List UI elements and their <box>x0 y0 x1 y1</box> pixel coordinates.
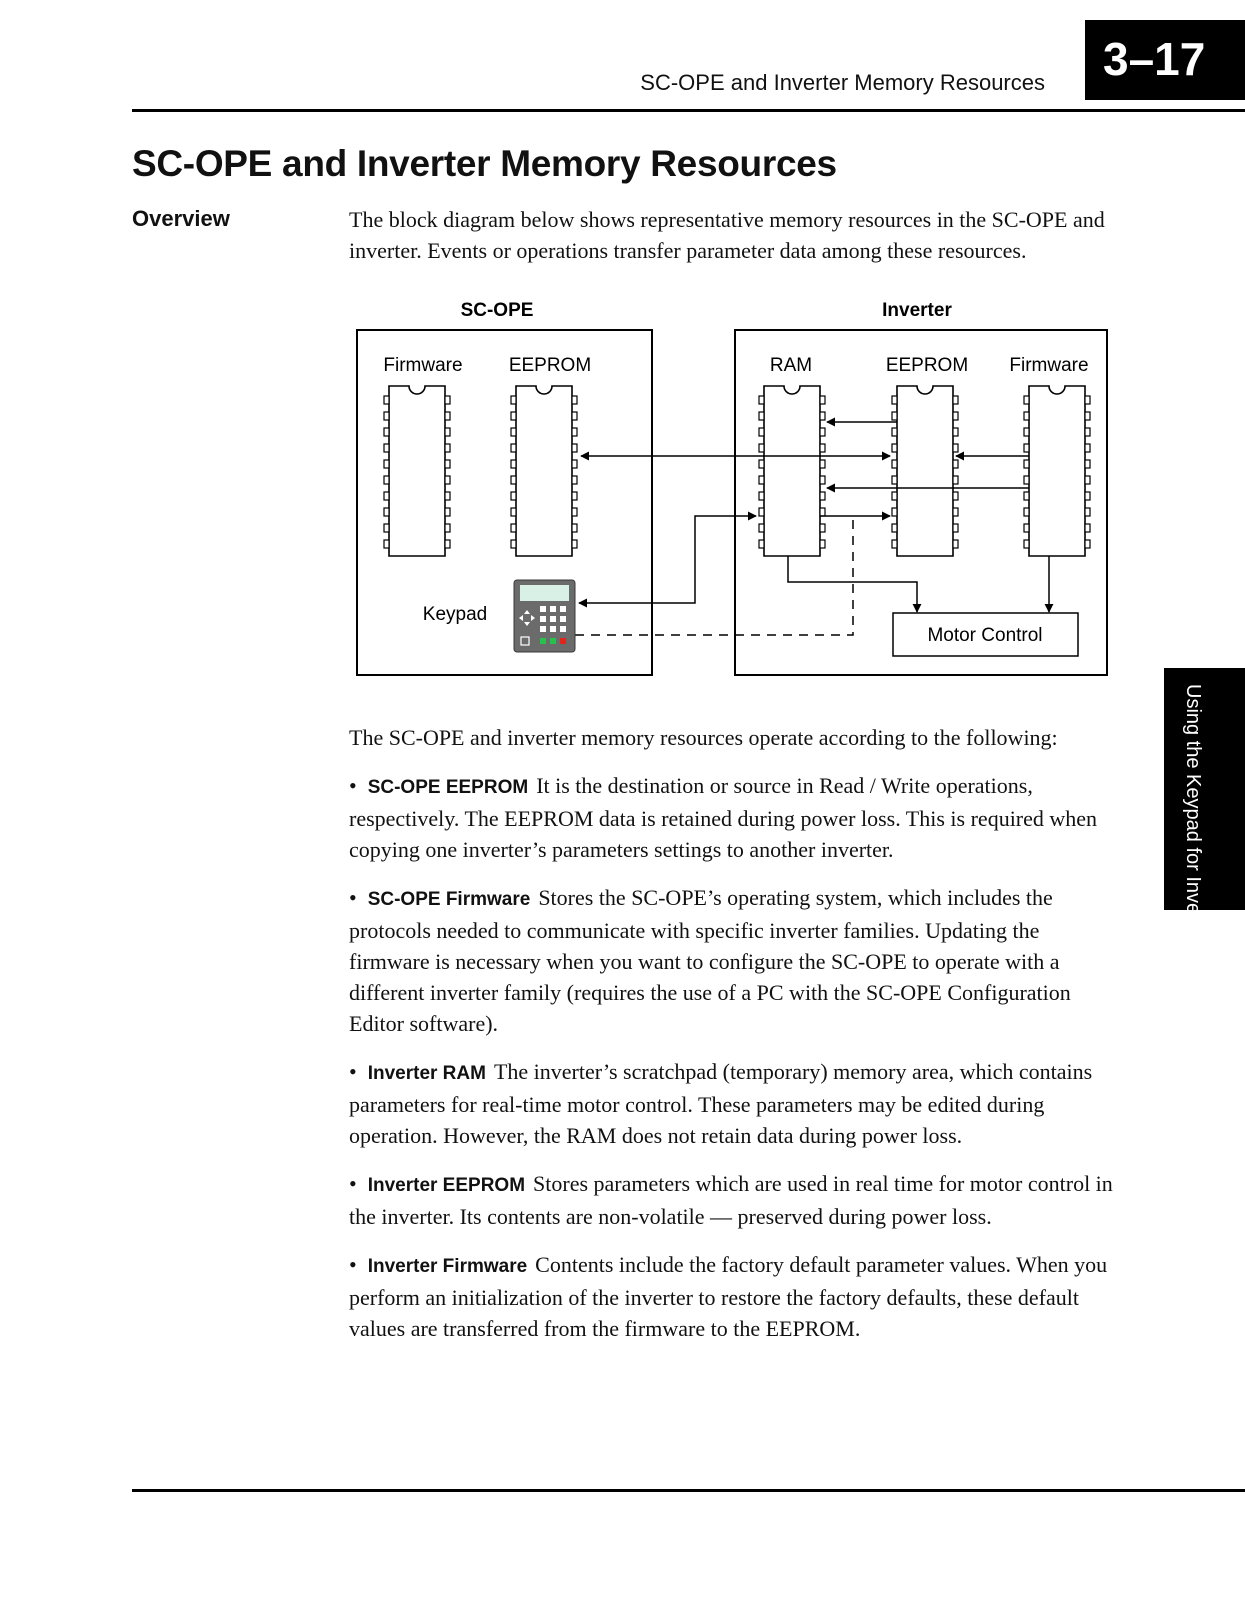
keypad-label: Keypad <box>422 604 488 625</box>
bullet-text: Stores parameters which are used in real time for motor control in the inverter. Its contents are non-volatile — preserved during power loss. <box>349 1171 1113 1229</box>
intro-paragraph: The block diagram below shows representative memory resources in the SC-OPE and inverter. Events or operations transfer parameter data among these resources. <box>349 207 1105 263</box>
inv-firmware-chip-icon <box>1024 386 1090 556</box>
list-item: • Inverter Firmware Contents include the factory default parameter values. When you perform an initialization of the inverter to restore the factory defaults, these default values are transferred from the firmware to the EEPROM. <box>349 1252 1108 1341</box>
list-item: • SC-OPE Firmware Stores the SC-OPE’s operating system, which includes the protocols needed to communicate with specific inverter families. Updating the firmware is necessary when you want to configure the SC-OPE to operate with a different inverter family (requires the use of a PC with the SC-OPE Configuration Editor software). <box>349 885 1071 1036</box>
footer-rule <box>132 1489 1245 1492</box>
inv-firmware-label: Firmware <box>1009 355 1089 376</box>
sc-firmware-label: Firmware <box>383 355 463 376</box>
inv-ram-chip-icon <box>759 386 825 556</box>
term-inverter-ram: Inverter RAM <box>367 1063 486 1084</box>
bullet-text: Stores the SC-OPE’s operating system, which includes the protocols needed to communicate with specific inverter families. Updating the firmware is necessary when you want to configure the SC-OPE to operate with a different inverter family (requires the use of a PC with the SC-OPE Configuration Editor software). <box>349 885 1071 1036</box>
chapter-side-tab-label: Using the Keypad for Inverter Operation <box>1182 684 1204 1038</box>
header-rule <box>132 109 1245 112</box>
section-title: SC-OPE and Inverter Memory Resources <box>132 143 837 184</box>
overview-label: Overview <box>132 206 230 231</box>
bullet-text: The inverter’s scratchpad (temporary) memory area, which contains parameters for real-time motor control. These parameters may be edited during operation. However, the RAM does not retain data during power loss. <box>349 1059 1093 1148</box>
list-item: • SC-OPE EEPROM It is the destination or source in Read / Write operations, respectively. The EEPROM data is retained during power loss. This is required when copying one inverter’s parameters settings to another inverter. <box>349 773 1098 862</box>
sc-eeprom-chip-icon <box>511 386 577 556</box>
list-item: • Inverter RAM The inverter’s scratchpad (temporary) memory area, which contains parameters for real-time motor control. These parameters may be edited during operation. However, the RAM does not retain data during power loss. <box>349 1059 1093 1148</box>
motor-control-label: Motor Control <box>927 625 1043 646</box>
term-inverter-firmware: Inverter Firmware <box>367 1256 528 1277</box>
inv-eeprom-chip-icon <box>892 386 958 556</box>
lead-paragraph: The SC-OPE and inverter memory resources operate according to the following: <box>349 725 1058 750</box>
arrow-keypad-ram <box>579 516 756 603</box>
running-header <box>0 0 1245 120</box>
term-sc-ope-firmware: SC-OPE Firmware <box>367 889 531 910</box>
running-header-title: SC-OPE and Inverter Memory Resources <box>640 70 1045 95</box>
resource-list <box>349 770 1121 1361</box>
term-sc-ope-eeprom: SC-OPE EEPROM <box>367 777 529 798</box>
memory-block-diagram <box>349 290 1129 700</box>
bullet-text: It is the destination or source in Read / Write operations, respectively. The EEPROM data is retained during power loss. This is required when copying one inverter’s parameters settings to another inverter. <box>349 773 1098 862</box>
bullet-text: Contents include the factory default parameter values. When you perform an initialization of the inverter to restore the factory defaults, these default values are transferred from the firmware to the EEPROM. <box>349 1252 1108 1341</box>
sc-firmware-chip-icon <box>384 386 450 556</box>
inv-eeprom-label: EEPROM <box>885 355 969 376</box>
inverter-block-title: Inverter <box>882 300 952 321</box>
sc-eeprom-label: EEPROM <box>508 355 592 376</box>
keypad-icon <box>514 580 575 652</box>
sc-ope-block-title: SC-OPE <box>460 300 534 321</box>
list-item: • Inverter EEPROM Stores parameters which are used in real time for motor control in the inverter. Its contents are non-volatile — preserved during power loss. <box>349 1171 1113 1229</box>
inv-ram-label: RAM <box>769 355 813 376</box>
page-number: 3–17 <box>1085 20 1245 100</box>
term-inverter-eeprom: Inverter EEPROM <box>367 1175 526 1196</box>
